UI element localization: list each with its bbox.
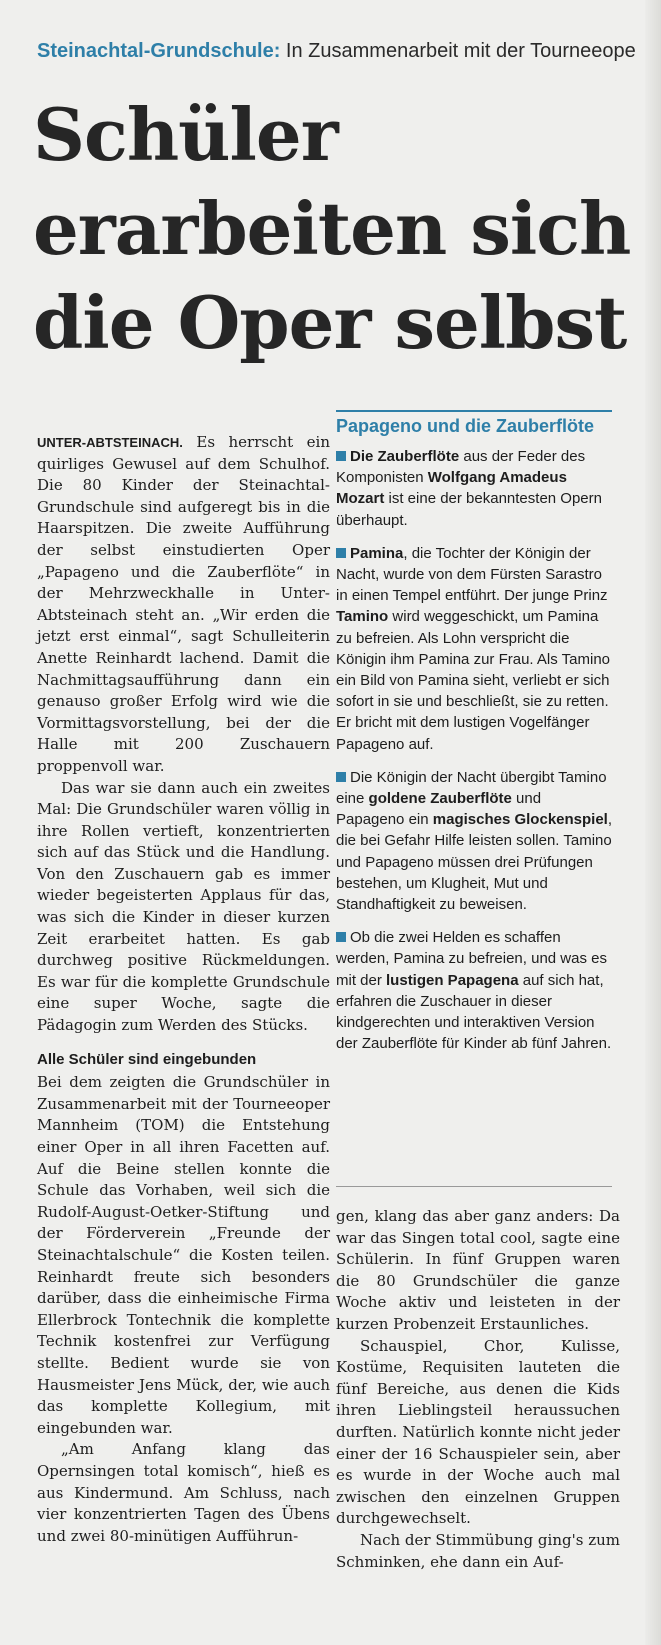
bullet-square-icon <box>336 772 346 782</box>
infobox-item-3: Die Königin der Nacht übergibt Tamino eine goldene Zauberflöte und Papageno ein magisches Glockenspiel, die bei Gefahr Hilfe leisten sollen. Tamino und Papageno müssen drei Prüfungen bestehen, um Klugheit, Mut und Standhaftigkeit zu beweisen. <box>336 768 613 914</box>
kicker-line <box>37 40 657 63</box>
article-paragraph-2: Das war sie dann auch ein zweites Mal: Die Grundschüler waren völlig in ihre Rollen vertieft, konzentrierten sich auf das Stück und die Handlung. Von den Zuschauern gab es immer wieder begeisterten Applaus für das, was sich die Kinder in dieser kurzen Zeit erarbeitet hatten. Es gab durchweg positive Rückmeldungen. Es war für die komplette Grundschule eine super Woche, sagte die Pädagogin zum Werden des Stücks. <box>37 778 330 1035</box>
page-edge-shadow <box>645 0 661 1645</box>
dateline: UNTER-ABTSTEINACH. <box>37 435 183 450</box>
infobox-item-4: Ob die zwei Helden es schaffen werden, Pamina zu befreien, und was es mit der lustigen Papagena auf sich hat, erfahren die Zuschauer in dieser kindgerechten und interaktiven Version der Zauberflöte für Kinder ab fünf Jahren. <box>336 929 612 1053</box>
article-column-right <box>336 1206 620 1573</box>
headline-line-2: erarbeiten sich <box>33 186 631 271</box>
article-paragraph-1: UNTER-ABTSTEINACH. Es herrscht ein quirliges Gewusel auf dem Schulhof. Die 80 Kinder der Steinachtal-Grundschule sind aufgeregt bis in die Haarspitzen. Die zweite Aufführung der selbst einstudierten Oper „Papageno und die Zauberflöte“ in der Mehrzweckhalle in Unter-Abtsteinach steht an. „Wir erden die jetzt erst einmal“, sagt Schulleiterin Anette Reinhardt lachend. Damit die Nachmittagsaufführung dann ein genauso großer Erfolg wird wie die Vormittagsvorstellung, bei der die Halle mit 200 Zuschauern proppenvoll war. <box>37 433 330 775</box>
article-paragraph-4: „Am Anfang klang das Opernsingen total komisch“, hieß es aus Kindermund. Am Schluss, nach vier konzentrierten Tagen des Übens und zwei 80-minütigen Aufführun- <box>37 1440 330 1545</box>
article-subhead: Alle Schüler sind eingebunden <box>37 1050 257 1068</box>
kicker-source: Steinachtal-Grundschule: <box>37 40 281 62</box>
headline-line-1: Schüler <box>33 92 338 177</box>
article-paragraph-3: Bei dem zeigten die Grundschüler in Zusammenarbeit mit der Tourneeoper Mannheim (TOM) die Entstehung einer Oper in all ihren Facetten auf. Auf die Beine stellen konnte die Schule das Vorhaben, weil sich die Rudolf-August-Oetker-Stiftung und der Förderverein „Freunde der Steinachtalschule“ die Kosten teilen. Reinhardt freute sich besonders darüber, dass die einheimische Firma Ellerbrock Tontechnik die komplette Technik kostenfrei zur Verfügung stellte. Bedient wurde sie von Hausmeister Jens Mück, der, wie auch das komplette Kollegium, mit eingebunden war. <box>37 1073 330 1437</box>
bullet-square-icon <box>336 548 346 558</box>
bullet-square-icon <box>336 932 346 942</box>
article-paragraph-5: gen, klang das aber ganz anders: Da war das Singen total cool, sagte eine Schülerin. In fünf Gruppen waren die 80 Grundschüler die ganze Woche aktiv und leisteten in der kurzen Probenzeit Erstaunliches. <box>336 1207 620 1333</box>
infobox-bottom-rule <box>336 1186 612 1187</box>
article-paragraph-7: Nach der Stimmübung ging's zum Schminken, ehe dann ein Auf- <box>336 1530 620 1571</box>
infobox-item-1: Die Zauberflöte aus der Feder des Komponisten Wolfgang Amadeus Mozart ist eine der bekanntesten Opern überhaupt. <box>336 448 602 529</box>
headline-line-3: die Oper selbst <box>33 280 627 365</box>
kicker-text: In Zusammenarbeit mit der Tourneeope <box>280 40 636 62</box>
bullet-square-icon <box>336 451 346 461</box>
infobox <box>336 410 612 1066</box>
infobox-item-2: Pamina, die Tochter der Königin der Nacht, wurde von dem Fürsten Sarastro in einen Tempel entführt. Der junge Prinz Tamino wird weggeschickt, um Pamina zu befreien. Als Lohn verspricht die Königin ihm Pamina zur Frau. Als Tamino ein Bild von Pamina sieht, verliebt er sich sofort in sie und beschließt, sie zu retten. Er bricht mit dem lustigen Vogelfänger Papageno auf. <box>336 544 611 753</box>
article-column-left <box>37 432 330 1547</box>
article-paragraph-6: Schauspiel, Chor, Kulisse, Kostüme, Requisiten lauteten die fünf Bereiche, aus denen die Kids ihren Lieblingsteil heraussuchen durften. Natürlich konnte nicht jeder einer der 16 Schauspieler sein, aber es wurde in der Woche auch mal zwischen den einzelnen Gruppen durchgewechselt. <box>336 1336 620 1528</box>
infobox-title: Papageno und die Zauberflöte <box>336 416 595 436</box>
headline <box>33 88 633 370</box>
